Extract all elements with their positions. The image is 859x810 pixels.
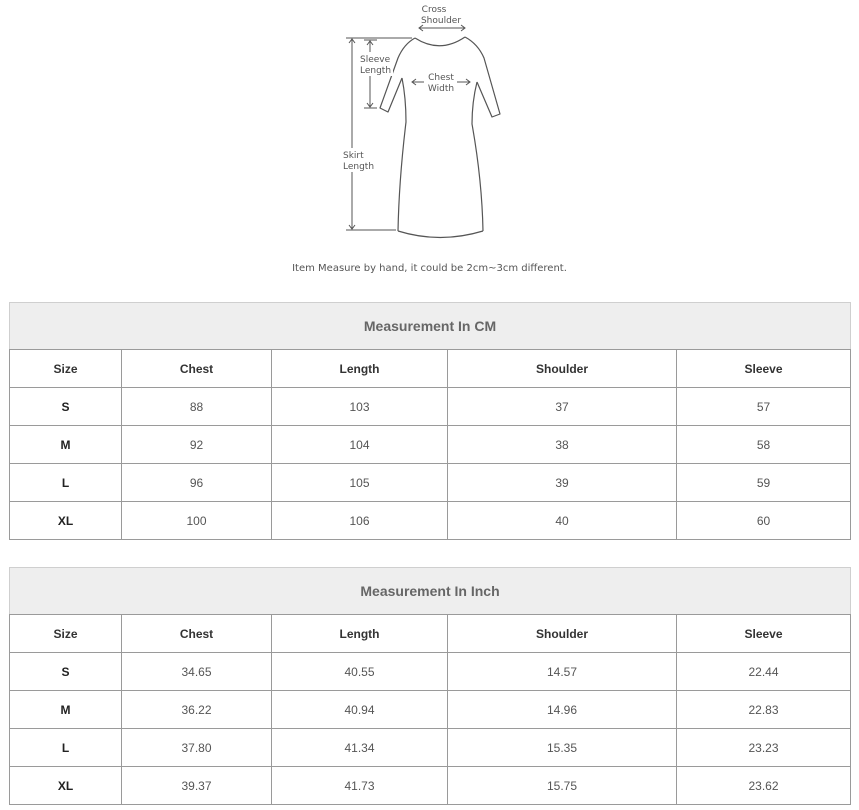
shoulder-cell: 15.35 [448, 729, 677, 767]
size-cell: XL [10, 767, 122, 805]
dress-outline [380, 37, 500, 238]
sleeve-cell: 23.23 [677, 729, 851, 767]
size-cell: S [10, 653, 122, 691]
size-table-cm [9, 302, 851, 540]
dress-measurement-diagram [0, 0, 859, 300]
column-header-size: Size [10, 350, 122, 388]
chest-cell: 37.80 [122, 729, 272, 767]
length-cell: 41.34 [272, 729, 448, 767]
chest-cell: 96 [122, 464, 272, 502]
column-header-sleeve: Sleeve [677, 350, 851, 388]
chest-cell: 88 [122, 388, 272, 426]
sleeve-cell: 23.62 [677, 767, 851, 805]
length-cell: 40.55 [272, 653, 448, 691]
table-row [10, 464, 851, 502]
size-cell: S [10, 388, 122, 426]
sleeve-cell: 60 [677, 502, 851, 540]
length-cell: 103 [272, 388, 448, 426]
cross-shoulder-label-line2: Shoulder [420, 16, 462, 26]
column-header-length: Length [272, 615, 448, 653]
column-header-sleeve: Sleeve [677, 615, 851, 653]
chest-cell: 36.22 [122, 691, 272, 729]
shoulder-cell: 39 [448, 464, 677, 502]
size-cell: XL [10, 502, 122, 540]
measurement-note: Item Measure by hand, it could be 2cm~3cm different. [292, 263, 567, 274]
sleeve-length-label-line2: Length [360, 66, 392, 76]
skirt-length-label-line1: Skirt [343, 151, 364, 161]
sleeve-cell: 58 [677, 426, 851, 464]
column-header-chest: Chest [122, 350, 272, 388]
chest-cell: 34.65 [122, 653, 272, 691]
sleeve-cell: 59 [677, 464, 851, 502]
shoulder-cell: 14.57 [448, 653, 677, 691]
table-row [10, 729, 851, 767]
cross-shoulder-label-line1: Cross [421, 5, 447, 15]
size-table-inch [9, 567, 851, 805]
sleeve-cell: 22.44 [677, 653, 851, 691]
table-row [10, 691, 851, 729]
length-cell: 41.73 [272, 767, 448, 805]
size-cell: M [10, 426, 122, 464]
length-cell: 105 [272, 464, 448, 502]
length-cell: 40.94 [272, 691, 448, 729]
table-row [10, 388, 851, 426]
shoulder-cell: 37 [448, 388, 677, 426]
shoulder-cell: 40 [448, 502, 677, 540]
length-cell: 106 [272, 502, 448, 540]
column-header-chest: Chest [122, 615, 272, 653]
chest-width-label-line2: Width [427, 84, 455, 94]
column-header-length: Length [272, 350, 448, 388]
column-header-size: Size [10, 615, 122, 653]
sleeve-cell: 57 [677, 388, 851, 426]
length-cell: 104 [272, 426, 448, 464]
table-row [10, 502, 851, 540]
chest-cell: 92 [122, 426, 272, 464]
table-title: Measurement In CM [10, 303, 851, 350]
size-cell: L [10, 729, 122, 767]
size-cell: L [10, 464, 122, 502]
column-header-shoulder: Shoulder [448, 615, 677, 653]
table-row [10, 653, 851, 691]
chest-width-label-line1: Chest [428, 73, 454, 83]
table-row [10, 767, 851, 805]
size-cell: M [10, 691, 122, 729]
shoulder-cell: 38 [448, 426, 677, 464]
table-title: Measurement In Inch [10, 568, 851, 615]
table-row [10, 426, 851, 464]
sleeve-length-label-line1: Sleeve [360, 55, 391, 65]
chest-cell: 39.37 [122, 767, 272, 805]
shoulder-cell: 14.96 [448, 691, 677, 729]
chest-cell: 100 [122, 502, 272, 540]
skirt-length-label-line2: Length [343, 162, 375, 172]
shoulder-cell: 15.75 [448, 767, 677, 805]
sleeve-cell: 22.83 [677, 691, 851, 729]
column-header-shoulder: Shoulder [448, 350, 677, 388]
